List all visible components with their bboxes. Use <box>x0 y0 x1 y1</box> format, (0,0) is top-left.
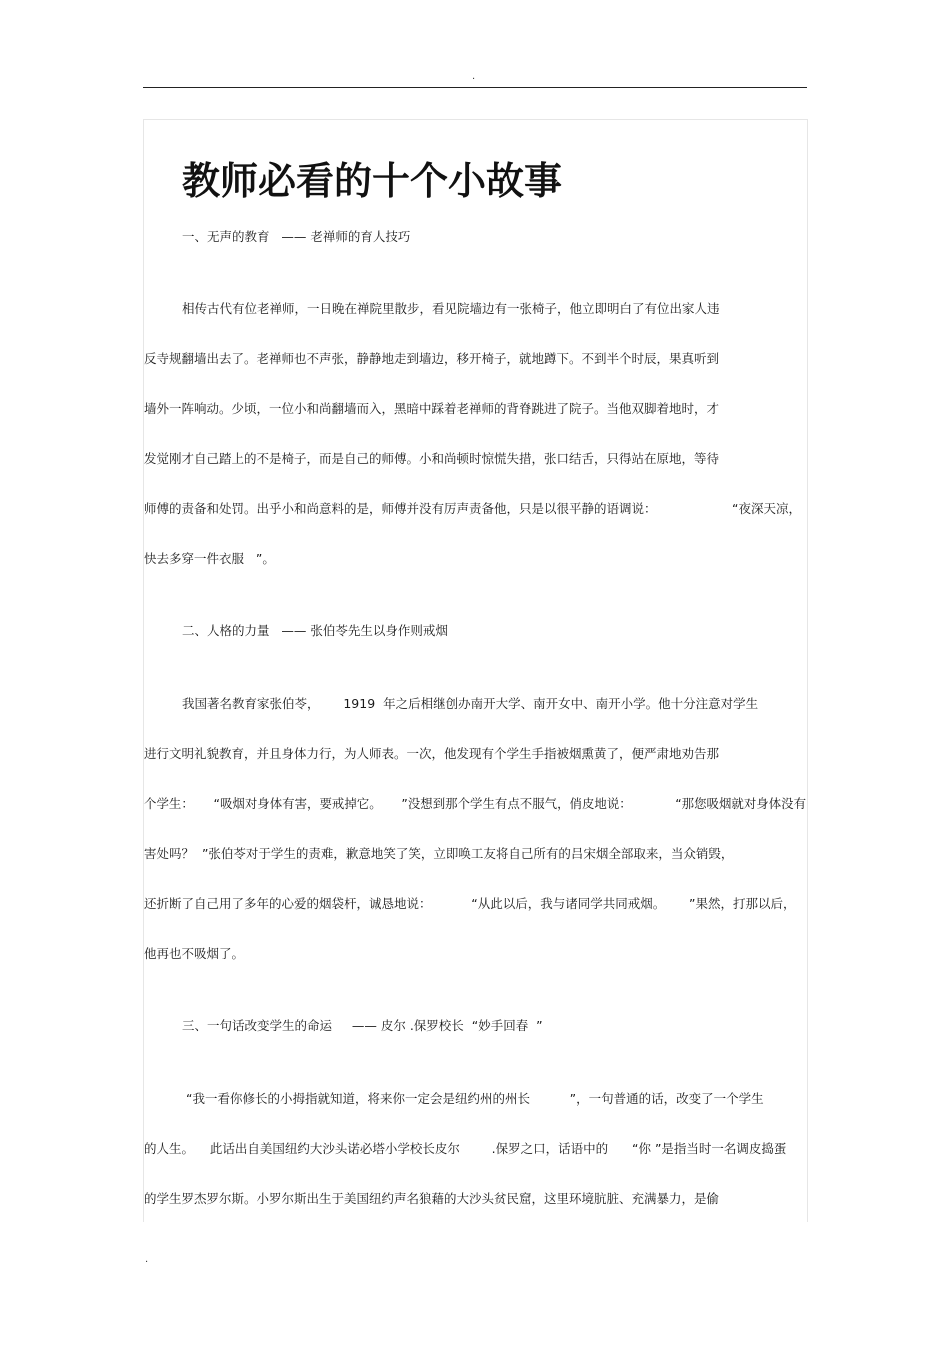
section-3-line-1: “我一看你修长的小拇指就知道，将来你一定会是纽约州的州长 ”，一句普通的话，改变了一个学生 <box>182 1091 764 1106</box>
footer-dot: . <box>145 1254 149 1265</box>
section-1-line-2: 反寺规翻墙出去了。老禅师也不声张，静静地走到墙边，移开椅子，就地蹲下。不到半个时辰，果真听到 <box>144 351 720 366</box>
section-3-line-2: 的人生。 此话出自美国纽约大沙头诺必塔小学校长皮尔 .保罗之口，话语中的 “你 ”是指当时一名调皮捣蛋 <box>144 1141 787 1156</box>
section-2-line-5: 还折断了自己用了多年的心爱的烟袋杆，诚恳地说： “从此以后，我与诸同学共同戒烟。 ”果然，打那以后， <box>144 896 796 911</box>
content-frame <box>143 119 808 1222</box>
section-1-line-5: 师傅的责备和处罚。出乎小和尚意料的是，师傅并没有厉声责备他，只是以很平静的语调说： “夜深天凉， <box>144 501 801 516</box>
header-rule <box>143 87 807 88</box>
section-2-line-1: 我国著名教育家张伯苓， 1919 年之后相继创办南开大学、南开女中、南开小学。他十分注意对学生 <box>182 696 759 711</box>
section-3-heading: 三、一句话改变学生的命运 —— 皮尔 .保罗校长 “妙手回春 ” <box>182 1018 543 1033</box>
section-1-line-3: 墙外一阵响动。少顷，一位小和尚翻墙而入，黑暗中踩着老禅师的背脊跳进了院子。当他双脚着地时，才 <box>144 401 720 416</box>
page-title: 教师必看的十个小故事 <box>182 158 563 204</box>
section-2-line-2: 进行文明礼貌教育，并且身体力行，为人师表。一次，他发现有个学生手指被烟熏黄了，便严肃地劝告那 <box>144 746 720 761</box>
section-3-line-3: 的学生罗杰罗尔斯。小罗尔斯出生于美国纽约声名狼藉的大沙头贫民窟，这里环境肮脏、充满暴力，是偷 <box>144 1191 720 1206</box>
header-dot: . <box>472 71 476 82</box>
section-2-line-6: 他再也不吸烟了。 <box>144 946 245 961</box>
section-1-line-4: 发觉刚才自己踏上的不是椅子，而是自己的师傅。小和尚顿时惊慌失措，张口结舌，只得站在原地，等待 <box>144 451 720 466</box>
section-2-line-4: 害处吗？ ”张伯苓对于学生的责难，歉意地笑了笑，立即唤工友将自己所有的吕宋烟全部取来，当众销毁， <box>144 846 734 861</box>
section-1-line-6: 快去多穿一件衣服 ”。 <box>144 551 275 566</box>
section-1-heading: 一、无声的教育 —— 老禅师的育人技巧 <box>182 229 411 244</box>
section-2-heading: 二、人格的力量 —— 张伯苓先生以身作则戒烟 <box>182 623 448 638</box>
section-2-line-3: 个学生： “吸烟对身体有害，要戒掉它。 ”没想到那个学生有点不服气，俏皮地说： “那您吸烟就对身体没有 <box>144 796 807 811</box>
section-1-line-1: 相传古代有位老禅师，一日晚在禅院里散步，看见院墙边有一张椅子，他立即明白了有位出家人违 <box>182 301 720 316</box>
